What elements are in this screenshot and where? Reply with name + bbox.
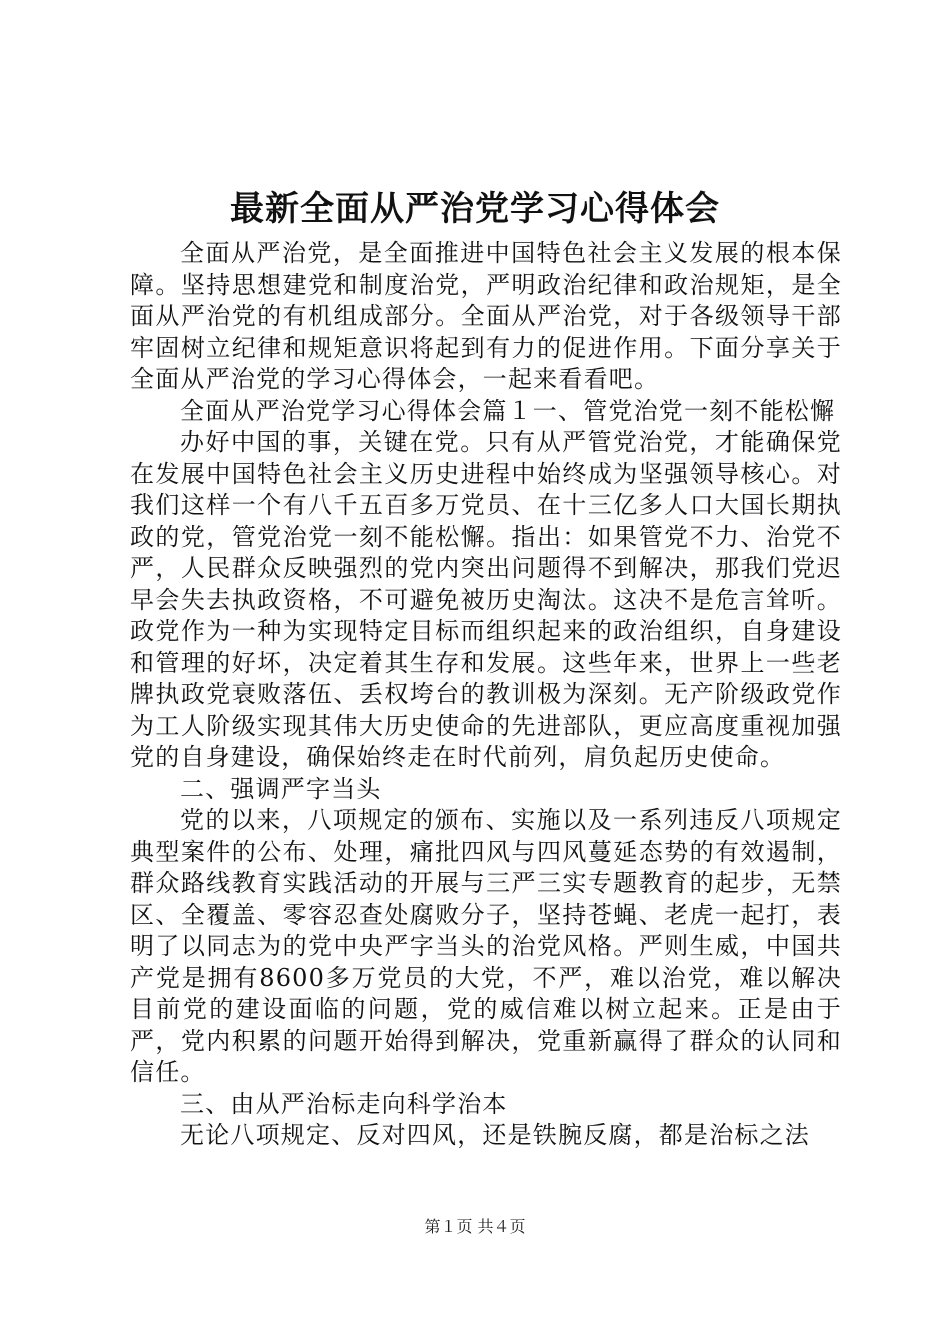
section-heading-1: 全面从严治党学习心得体会篇１一、管党治党一刻不能松懈 [180,396,836,425]
section-heading-3: 三、由从严治标走向科学治本 [180,1089,508,1118]
body-paragraph-1: 办好中国的事，关键在党。只有从严管党治党，才能确保党在发展中国特色社会主义历史进程中始终成为坚强领导核心。对我们这样一个有八千五百多万党员、在十三亿多人口大国长期执政的党，管党治党一刻不能松懈。指出：如果管党不力、治党不严，人民群众反映强烈的党内突出问题得不到解决，那我们党迟早会失去执政资格，不可避免被历史淘汰。这决不是危言耸听。政党作为一种为实现特定目标而组织起来的政治组织，自身建设和管理的好坏，决定着其生存和发展。这些年来，世界上一些老牌执政党衰败落伍、丢权垮台的教训极为深刻。无产阶级政党作为工人阶级实现其伟大历史使命的先进部队，更应高度重视加强党的自身建设，确保始终走在时代前列，肩负起历史使命。 [130,428,842,771]
intro-paragraph: 全面从严治党，是全面推进中国特色社会主义发展的根本保障。坚持思想建党和制度治党，严明政治纪律和政治规矩，是全面从严治党的有机组成部分。全面从严治党，对于各级领导干部牢固树立纪律和规矩意识将起到有力的促进作用。下面分享关于全面从严治党的学习心得体会，一起来看看吧。 [130,239,842,393]
section-heading-2: 二、强调严字当头 [180,774,382,803]
body-paragraph-2: 党的以来，八项规定的颁布、实施以及一系列违反八项规定典型案件的公布、处理，痛批四风与四风蔓延态势的有效遏制，群众路线教育实践活动的开展与三严三实专题教育的起步，无禁区、全覆盖、零容忍查处腐败分子，坚持苍蝇、老虎一起打，表明了以同志为的党中央严字当头的治党风格。严则生威，中国共产党是拥有8600多万党员的大党，不严，难以治党，难以解决目前党的建设面临的问题，党的威信难以树立起来。正是由于严，党内积累的问题开始得到解决，党重新赢得了群众的认同和信任。 [130,806,842,1086]
page-footer: 第１页 共４页 [424,1217,526,1236]
body-paragraph-3: 无论八项规定、反对四风，还是铁腕反腐，都是治标之法 [180,1121,810,1149]
document-title: 最新全面从严治党学习心得体会 [230,189,720,229]
document-body [130,238,842,1152]
